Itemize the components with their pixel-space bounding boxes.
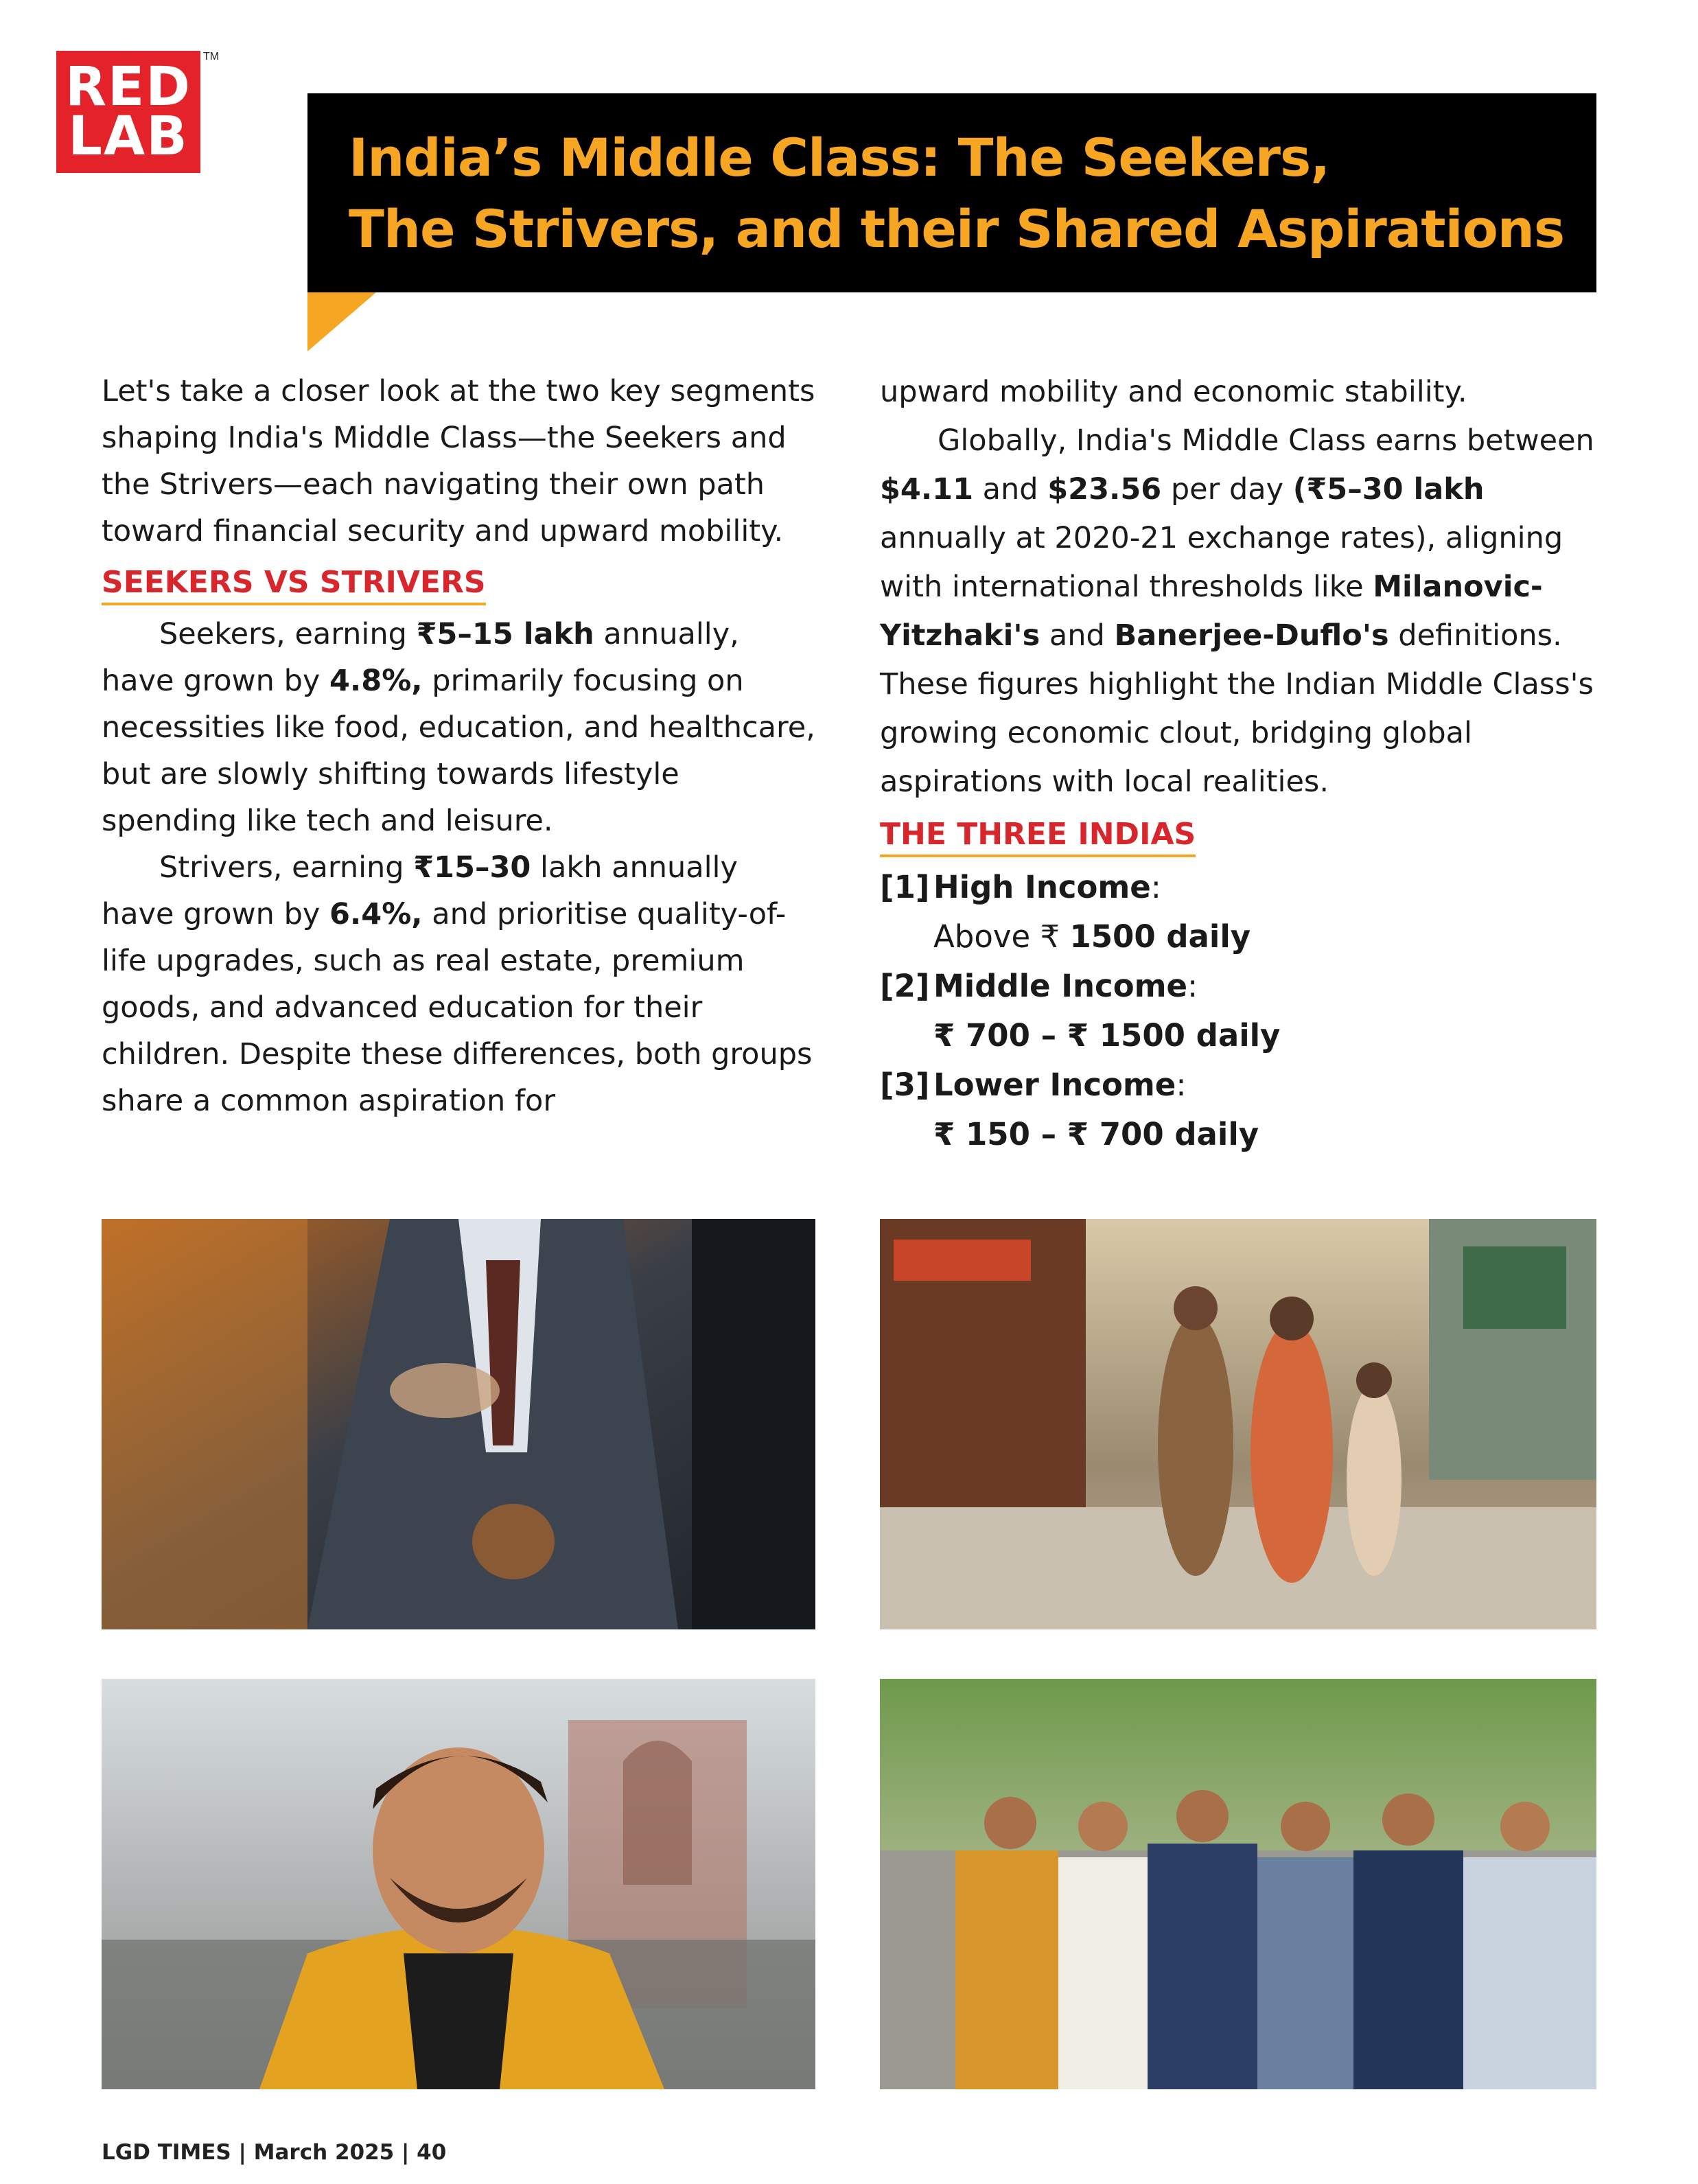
income-range-prefix: Above ₹ xyxy=(933,918,1070,955)
continuation-paragraph: upward mobility and economic stability. xyxy=(880,375,1467,409)
logo-line-2: LAB xyxy=(68,106,189,167)
seekers-paragraph: Seekers, earning ₹5–15 lakh annually, have grown by 4.8%, primarily focusing on necessities like food, education, and healthcare, but are slowly shifting towards lifestyle spending like tech and leisure. xyxy=(102,617,815,838)
title-banner-tail xyxy=(307,292,376,351)
global-paragraph: Globally, India's Middle Class earns between $4.11 and $23.56 per day (₹5–30 lakh annually at 2020-21 exchange rates), aligning with international thresholds like Milanovic-Yitzhaki's and Banerjee-Duflo's definitions. These figures highlight the Indian Middle Class's growing economic clout, bridging global aspirations with local realities. xyxy=(880,423,1594,799)
redlab-logo xyxy=(56,51,200,173)
income-item xyxy=(880,1060,1601,1110)
income-range xyxy=(880,1011,1601,1060)
seekers-growth: 4.8%, xyxy=(329,664,423,698)
income-range-value: ₹ 700 – ₹ 1500 daily xyxy=(933,1017,1281,1054)
income-label: High Income xyxy=(933,869,1151,905)
income-label: Middle Income xyxy=(933,968,1188,1004)
income-number: [2] xyxy=(880,968,930,1004)
income-list xyxy=(880,863,1601,1159)
strivers-growth: 6.4%, xyxy=(329,897,423,931)
page-footer: LGD TIMES | March 2025 | 40 xyxy=(102,2140,447,2165)
photo-young-man-yellow-jacket xyxy=(102,1679,815,2089)
title-line-1: India’s Middle Class: The Seekers, xyxy=(349,127,1330,188)
title-line-2: The Strivers, and their Shared Aspirations xyxy=(349,198,1565,259)
three-indias-heading: THE THREE INDIAS xyxy=(880,815,1196,857)
income-range xyxy=(880,912,1601,962)
income-colon: : xyxy=(1150,869,1161,905)
income-item xyxy=(880,863,1601,912)
photo-businessman-watch xyxy=(102,1219,815,1629)
title-banner xyxy=(307,93,1596,292)
income-range-value: 1500 daily xyxy=(1069,918,1251,955)
right-column xyxy=(880,368,1601,1159)
income-item xyxy=(880,962,1601,1011)
income-number: [3] xyxy=(880,1067,930,1103)
income-range xyxy=(880,1110,1601,1159)
intro-paragraph: Let's take a closer look at the two key segments shaping India's Middle Class—the Seekers and the Strivers—each navigating their own path toward financial security and upward mobility. xyxy=(102,374,815,548)
page-title xyxy=(349,122,1569,265)
seekers-amount: ₹5–15 lakh xyxy=(416,617,594,651)
income-colon: : xyxy=(1176,1067,1187,1103)
trademark-mark: TM xyxy=(203,51,220,62)
left-column xyxy=(102,368,815,1124)
income-colon: : xyxy=(1187,968,1198,1004)
strivers-amount: ₹15–30 xyxy=(413,850,531,885)
photo-family-shopping-street xyxy=(880,1219,1596,1629)
photo-group-celebrating xyxy=(880,1679,1596,2089)
income-range-value: ₹ 150 – ₹ 700 daily xyxy=(933,1116,1259,1152)
income-label: Lower Income xyxy=(933,1067,1176,1103)
logo-line-1: RED xyxy=(65,56,192,118)
seekers-vs-strivers-heading: SEEKERS VS STRIVERS xyxy=(102,563,486,605)
strivers-paragraph: Strivers, earning ₹15–30 lakh annually have grown by 6.4%, and prioritise quality-of-life upgrades, such as real estate, premium goods, and advanced education for their children. Despite these differences, both groups share a common aspiration for xyxy=(102,850,813,1118)
income-number: [1] xyxy=(880,869,930,905)
